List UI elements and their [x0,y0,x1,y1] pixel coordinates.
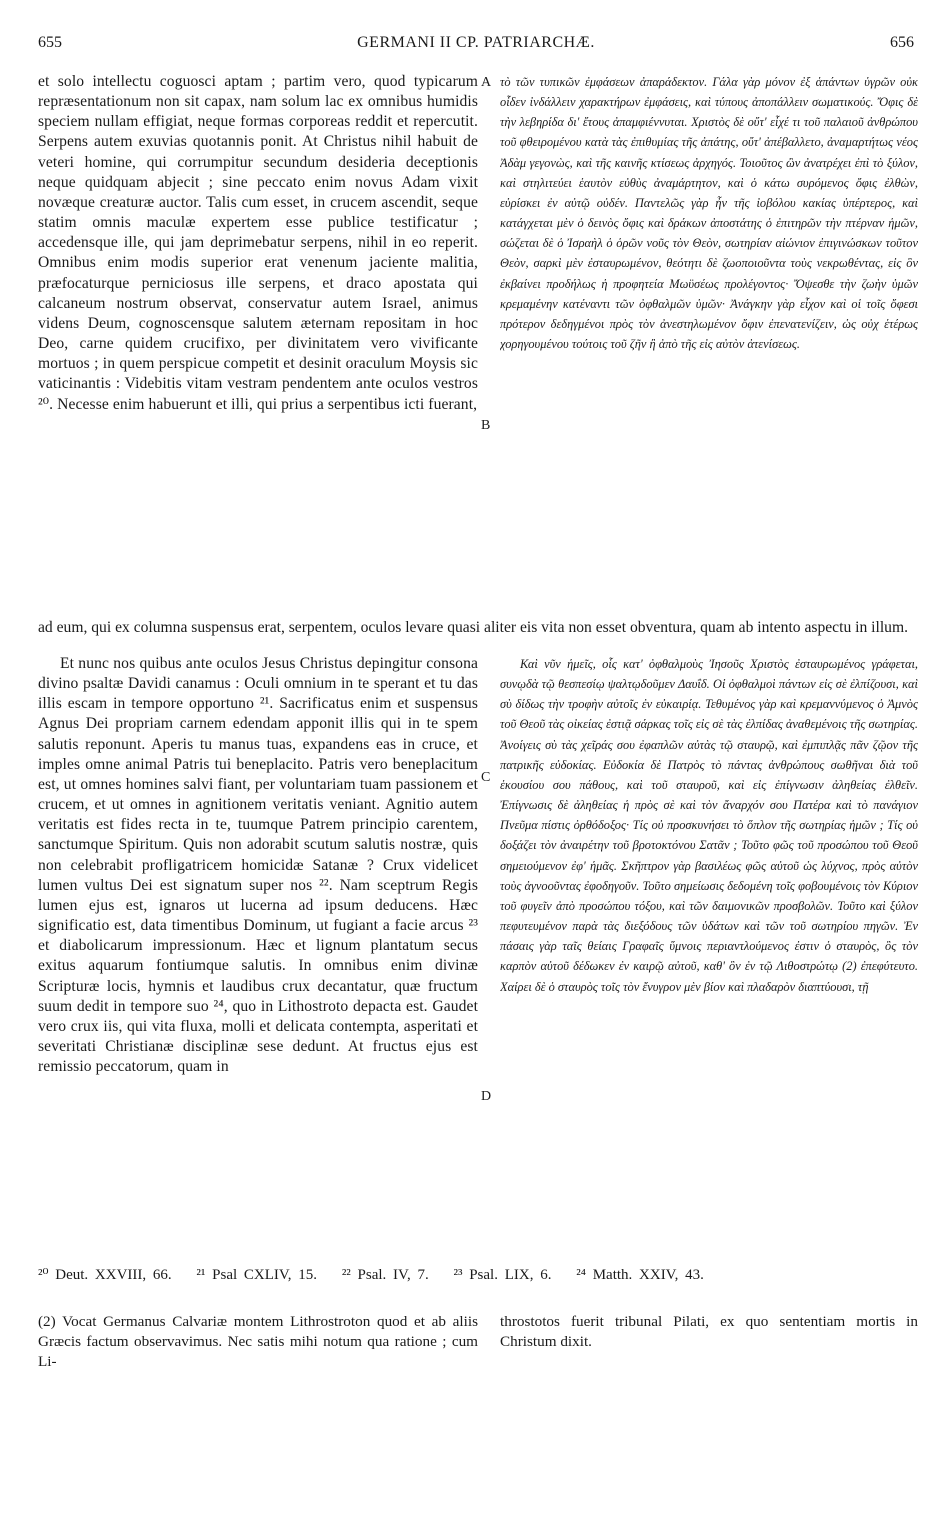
margin-letter-c: C [481,770,491,785]
footnote-ref: ²² Psal. IV, 7. [341,1267,429,1283]
footnote-ref: ²⁴ Matth. XXIV, 43. [576,1267,704,1283]
margin-letter-b: B [481,418,491,433]
footnote-ref: ²³ Psal. LIX, 6. [453,1267,552,1283]
greek-paragraph-bottom: Καὶ νῦν ἡμεῖς, οἷς κατ' ὀφθαλμοὺς Ἰησοῦς Χριστὸς ἐσταυρωμένος γράφεται, συνῳδὰ τῷ θεσπεσίῳ ψαλτῳδοῦμεν Δαυΐδ. Οἱ ὀφθαλμοὶ πάντων εἰς σὲ ἐλπίζουσι, καὶ σὺ δίδως τὴν τροφὴν αὐτοῖς ἐν εὐκαιρίᾳ. Τεθυμένος γὰρ καὶ κρεμαννύμενος ὁ Ἀμνὸς τοῦ Θεοῦ τὰς οἰκείας ἐστιᾷ σάρκας τοῖς εἰς σὲ τὰς ἐλπίδας ἀναθεμένοις τῆς σωτηρίας. Ἀνοίγεις σὺ τὰς χεῖράς σου ἐφαπλῶν αὐτὰς τῷ σταυρῷ, καὶ ἐμπιπλᾷς πᾶν ζῷον τῆς πατρικῆς εὐδοκίας. Εὐδοκία δὲ Πατρὸς τὸ πάντας ἀνθρώπους σωθῆναι διὰ τοῦ ἑκουσίου σου πάθους, καὶ τοῦ σταυροῦ, καὶ εἰς ἐπίγνωσιν ἀληθείας ἐλθεῖν. Ἐπίγνωσις δὲ ἀληθείας ἡ πρὸς σὲ καὶ τὸν ἄναρχόν σου Πατέρα καὶ τὸ πανάγιον Πνεῦμα πίστις ὀρθόδοξος· Τίς οὐ προσκυνήσει τὸ ὅπλον τῆς σωτηρίας ἡμῶν ; Τίς οὐ δοξάζει τὸν ἀναιρέτην τοῦ βροτοκτόνου Σατᾶν ; Τοῦτο φῶς τοῦ προσώπου τοῦ Θεοῦ σημειούμενον ἐφ' ἡμᾶς. Σκῆπτρον γὰρ βασιλέως φῶς αὐτοῦ ὡς λύχνος, πρὸς αὐτὸν τοὺς ἀγνοοῦντας ἐφοδηγοῦν. Τοῦτο σημείωσις δεδομένη τοῖς φοβουμένοις τὸν Κύριον τοῦ φυγεῖν ἀπὸ προσώπου τόξου, καὶ τῶν δαιμονικῶν προσβολῶν. Τοῦτο καὶ ξύλον πεφυτευμένον παρὰ τὰς διεξόδους τῶν ὑδάτων καὶ τῶν τοῦ σωτηρίου πηγῶν. Ἐν πάσαις γὰρ ταῖς θείαις Γραφαῖς ὕμνοις περιαντλούμενος ἐστιν ὁ σταυρὸς, ὃς τὸν καρπὸν αὐτοῦ δέδωκεν ἐν καιρῷ αὐτοῦ, καθ' ὃν ἐν τῷ Λιθοστρώτῳ (2) ἐπεφύτευτο. Χαίρει δὲ ὁ σταυρὸς τοῖς τὸν ἔνυγρον μὲν βίον καὶ πλαδαρὸν διαπτύουσι, τῇ [500,657,918,994]
footnote-ref: ²¹ Psal CXLIV, 15. [196,1267,318,1283]
greek-paragraph-top: τὸ τῶν τυπικῶν ἐμφάσεων ἀπαράδεκτον. Γάλα γὰρ μόνον ἐξ ἁπάντων ὑγρῶν οὐκ οἶδεν ἰνδάλλειν χαρακτήρων ἐμφάσεις, καὶ τύπους ἀποπάλλειν σωματικούς. Ὄφις δὲ τὴν λεβηρίδα δι' ἔτους ἀπαμφιέννυται. Χριστὸς δὲ οὔτ' εἶχέ τι τοῦ παλαιοῦ ἀνθρώπου τοῦ φθειρομένου κατὰ τὰς ἐπιθυμίας τῆς ἀπάτης, οὔτ' ἀπέβαλλετο, ἀναμαρτήτως νέος Ἀδὰμ γεγονὼς, καὶ τῆς καινῆς κτίσεως ἀρχηγός. Τοιοῦτος ὢν ἀνατρέχει ἐπὶ τὸ ξύλον, καὶ στηλιτεύει ἑαυτὸν εὐθὺς ἀναμάρτητον, καὶ ὁ κάτω συρόμενος ὄφις ἐλθὼν, εὑρίσκει ἐν αὐτῷ οὐδέν. Παντελῶς γὰρ ἦν τῆς ἰοβόλου κακίας ὑπέρτερος, καὶ κατάγχεται μὲν ὁ δεινὸς ὄφις καὶ δράκων ἀποστάτης ὁ ἐπιτηρῶν τὴν πτέρναν ἡμῶν, σώζεται δὲ ὁ Ἰσραὴλ ὁ ὁρῶν νοῦς τὸν Θεὸν, σωτηρίαν αἰώνιον ἐπιγινώσκων τοῦτον Θεὸν, σαρκὶ μὲν ἐσταυρωμένον, θεότητι δὲ ζωοποιοῦντα τοὺς νεκρωθέντας, εἰς ὃν ἐκβαίνει προδήλως ἡ προφητεία Μωϋσέως προλέγοντος· Ὄψεσθε τὴν ζωὴν ὑμῶν κρεμαμένην κατέναντι τῶν ὀφθαλμῶν ὑμῶν· Ἀνάγκην γὰρ εἶχον καὶ οἱ τοῖς ὄφεσι πρότερον δεδηγμένοι πρὸς τὸν ἀνεστηλωμένον ὄφιν ἐπενατενίζειν, ὡς οὐχ ἑτέρως χορηγουμένου τούτοις τοῦ ζῆν ἢ ἀπὸ τῆς εἰς αὐτὸν ἀτενίσεως. [500,75,918,352]
running-header [0,34,952,58]
editor-note-right: throstotos fuerit tribunal Pilati, ex quo sententiam mortis in Christum dixit. [500,1313,918,1350]
page-number-right: 656 [890,34,914,51]
latin-column-top [38,72,478,617]
footnote-references [38,1265,918,1284]
latin-paragraph-bottom: Et nunc nos quibus ante oculos Jesus Christus depingitur consona divino psaltæ Davidi canamus : Oculi omnium in te sperant et tu das illis escam in tempore opportuno ²¹. Sacrificatus enim et suspensus Agnus Dei propriam carnem edendam apponit illis qui in te spem salutis reponunt. Aperis tu manus tuas, expandens eas in cruce, et imples omne animal Patris tui beneplacito. Patris vero beneplacitum est, ut omnes homines salvi fiant, per voluntariam tuam passionem et crucem, et ut omnes in agnitionem veritatis veniant. Agnitio autem veritatis est fides recta in te, tuumque Patrem principio carentem, sanctumque Spiritum. Quis non adorabit scutum salutis nostræ, quis non celebrabit profligatricem homicidæ Satanæ ? Crux videlicet lumen vultus Dei est signatum super nos ²². Nam sceptrum Regis lumen ejus est, ignaros ut lucerna ad ipsum deducens. Hæc significatio est, data timentibus Dominum, ut fugiant a facie arcus ²³ et diabolicarum impressionum. Hæc et lignum plantatum secus exitus aquarum fontiumque salutis. In omnibus enim divinæ Scripturæ locis, hymnis et laudibus crux decantatur, quæ fructum suum dedit in tempore suo ²⁴, quo in Lithostroto depacta est. Gaudet vero crux iis, qui vita fluxa, molli et delicata contempta, asperitati et severitati Christianæ disciplinæ sese dedunt. At fructus ejus est remissio peccatorum, quam in [38,655,478,1076]
greek-column-top [500,72,918,617]
margin-letter-d: D [481,1089,492,1104]
latin-column-bottom [38,654,478,1246]
footnote-ref: ²⁰ Deut. XXVIII, 66. [38,1267,172,1283]
margin-letter-a: A [481,75,492,90]
greek-column-bottom [500,654,918,1246]
editor-note-left: (2) Vocat Germanus Calvariæ montem Lithrostroton quod et ab aliis Græcis factum observavimus. Nec satis mihi notum qua ratione ; cum Li- [38,1313,478,1370]
latin-paragraph-top: et solo intellectu coguosci aptam ; partim vero, quod typicarum repræsentationum non sit capax, nam solum lac ex omnibus humidis speciem nullam effigiat, neque formas corporeas reddit et repercutit. Serpens autem exuvias quotannis ponit. At Christus nihil habuit de veteri homine, qui corrumpitur secundum desideria deceptionis neque quidquam abjecit ; sine peccato enim novus Adam vixit novæque creaturæ auctor. Talis cum esset, in crucem ascendit, seque statim omnis maculæ expertem esse publice testificatur ; accedensque ille, qui jam deprimebatur serpens, nihil in eo reperit. Omnibus enim modis superior erat venenum jaciente malitia, præfocaturque perniciosus ille serpens, et draco apostata qui calcaneum nostrum observat, conservatur autem Israel, animus videns Deum, cognoscensque salutem æternam repositam in hoc Deo, carne quidem crucifixo, per divinitatem vero vivificante mortuos ; in quem perspicue competit et desinit oraculum Moysis sic vaticinantis : Videbitis vitam vestram pendentem ante oculos vestros ²⁰. Necesse enim habuerunt et illi, qui prius a serpentibus icti fuerant, [38,73,478,413]
latin-full-width-line: ad eum, qui ex columna suspensus erat, serpentem, oculos levare quasi aliter eis vita non esset obventura, quam ab intento aspectu in illum. [38,619,908,636]
page-number-left: 655 [38,34,62,51]
running-title: GERMANI II CP. PATRIARCHÆ. [357,34,595,51]
